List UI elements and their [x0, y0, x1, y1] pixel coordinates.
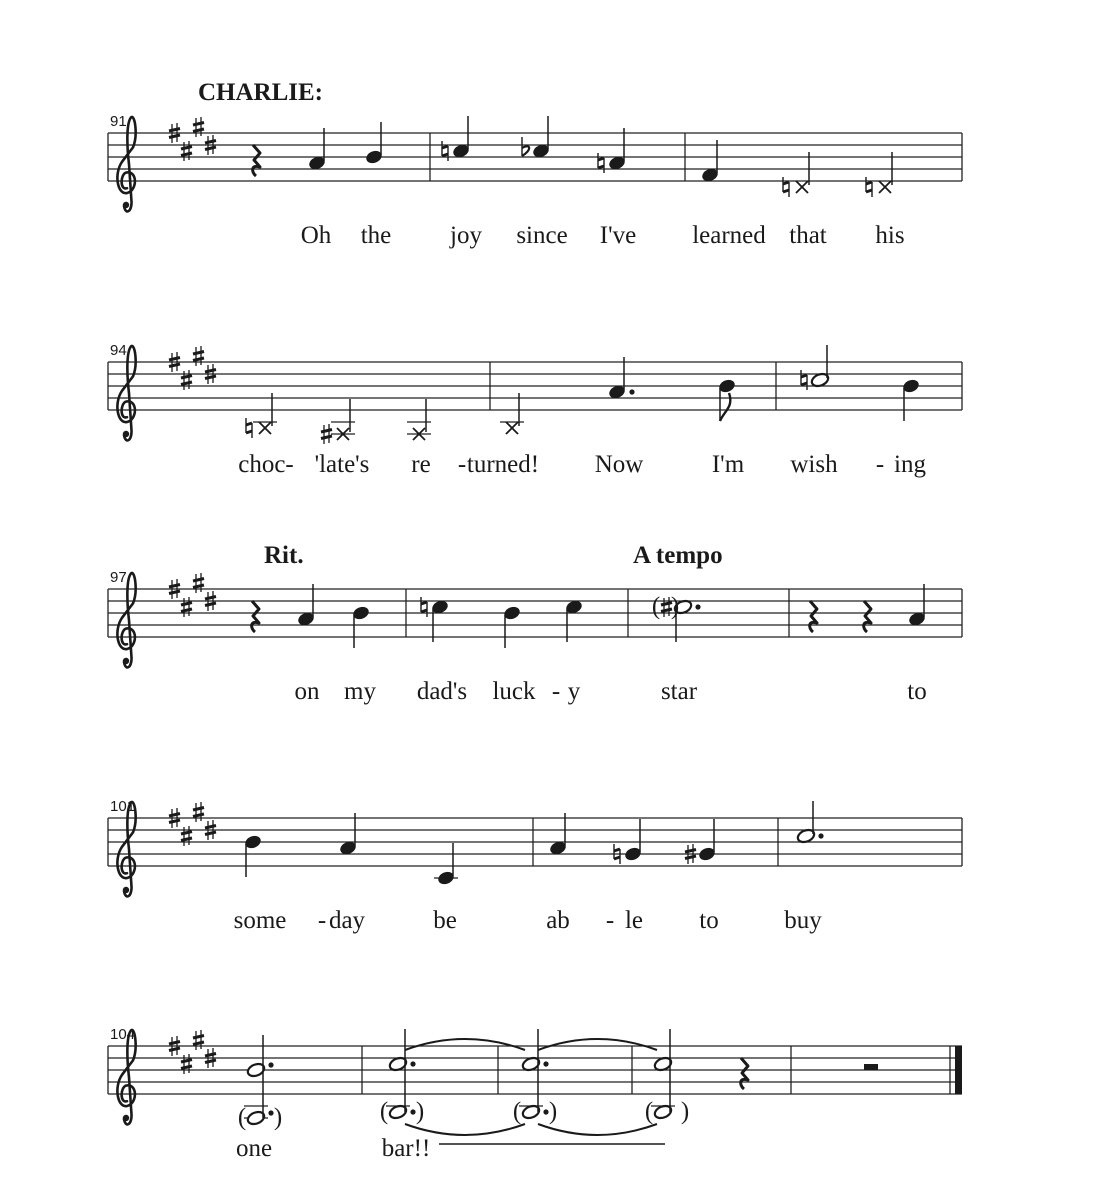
dot-icon [695, 604, 700, 609]
note [246, 1035, 274, 1078]
key-sharp-icon [181, 1054, 192, 1074]
note [434, 843, 458, 886]
lyric-syllable: joy [450, 222, 482, 249]
natural-icon [246, 418, 252, 438]
dot-icon [268, 1110, 273, 1115]
staff-system [108, 1026, 962, 1162]
note [598, 128, 627, 173]
measure-number: 91 [110, 113, 127, 130]
note [238, 1104, 282, 1131]
treble-clef-icon [117, 346, 135, 440]
note [717, 378, 736, 421]
note [296, 584, 315, 627]
note [783, 152, 809, 197]
lyric-syllable: y [567, 678, 581, 705]
lyric-syllable: le [624, 907, 644, 934]
natural-icon [598, 153, 604, 173]
note [421, 597, 450, 642]
character-name: CHARLIE: [198, 79, 324, 106]
note [801, 345, 830, 390]
measure-number: 104 [110, 1026, 136, 1043]
lyric-syllable: I'm [711, 451, 745, 478]
paren-close-icon: ) [273, 1104, 283, 1131]
note [521, 1029, 549, 1072]
measure-number: 94 [110, 342, 127, 359]
staff-system [108, 542, 962, 705]
treble-clef-icon [123, 202, 129, 208]
note [700, 140, 719, 183]
tie-icon [538, 1124, 657, 1135]
note [522, 116, 551, 159]
paren-close-icon: ) [548, 1098, 558, 1125]
note [866, 152, 892, 197]
treble-clef-icon [117, 117, 135, 211]
quarter-rest-icon [864, 601, 871, 632]
note [351, 605, 370, 648]
lyric-syllable: choc- [238, 451, 294, 478]
note [307, 128, 326, 171]
quarter-rest-icon [253, 145, 260, 176]
note [380, 1098, 424, 1125]
treble-clef-icon [117, 573, 135, 667]
lyric-syllable: ab [546, 907, 570, 934]
tie-icon [405, 1124, 525, 1135]
paren-close-icon: ) [680, 1098, 690, 1125]
note [564, 599, 583, 642]
lyric-syllable: Oh [300, 222, 332, 249]
lyric-syllable: Now [594, 451, 644, 478]
natural-icon [421, 597, 427, 617]
note [500, 393, 524, 434]
lyric-syllable: to [699, 907, 719, 934]
lyric-syllable: some [233, 907, 287, 934]
lyric-syllable: that [789, 222, 827, 249]
lyric-syllable: his [875, 222, 905, 249]
staff-system [108, 798, 962, 934]
treble-clef-icon [117, 802, 135, 896]
dot-icon [543, 1061, 548, 1066]
flag-icon [720, 393, 730, 421]
note [388, 1029, 416, 1072]
whole-rest-icon [864, 1064, 878, 1070]
lyric-syllable: - [551, 678, 561, 705]
paren-open-icon: ( [379, 1098, 389, 1125]
dot-icon [629, 389, 634, 394]
note [502, 605, 521, 648]
lyric-syllable: ing [894, 451, 926, 478]
key-sharp-icon [181, 597, 192, 617]
quarter-rest-icon [252, 601, 259, 632]
tempo-direction: A tempo [633, 542, 723, 569]
note [645, 1098, 689, 1125]
dot-icon [268, 1062, 273, 1067]
lyric-syllable: on [294, 678, 320, 705]
key-sharp-icon [193, 117, 204, 137]
staff-system [108, 79, 962, 249]
lyric-syllable: 'late's [314, 451, 370, 478]
natural-icon [866, 177, 872, 197]
treble-clef-icon [123, 431, 129, 437]
lyric-syllable: day [328, 907, 366, 934]
lyric-syllable: be [433, 907, 457, 934]
lyric-syllable: bar!! [381, 1135, 431, 1162]
treble-clef-icon [123, 887, 129, 893]
note [321, 399, 355, 444]
lyric-syllable: learned [692, 222, 766, 249]
lyric-syllable: wish [790, 451, 838, 478]
paren-open-icon: ( [651, 593, 661, 620]
treble-clef-icon [123, 1115, 129, 1121]
dot-icon [543, 1109, 548, 1114]
lyric-syllable: re [411, 451, 431, 478]
key-sharp-icon [193, 573, 204, 593]
dot-icon [410, 1109, 415, 1114]
paren-open-icon: ( [644, 1098, 654, 1125]
natural-icon [442, 141, 448, 161]
note [407, 399, 431, 440]
key-sharp-icon [193, 802, 204, 822]
note [513, 1098, 557, 1125]
measure-number: 101 [110, 798, 136, 815]
lyric-syllable: luck [492, 678, 536, 705]
paren-close-icon: ) [670, 593, 680, 620]
lyric-syllable: buy [784, 907, 822, 934]
tie-icon [538, 1039, 657, 1050]
key-sharp-icon [181, 826, 192, 846]
note [548, 813, 567, 856]
lyric-syllable: I've [599, 222, 637, 249]
tie-icon [405, 1039, 525, 1050]
lyric-syllable: turned! [466, 451, 540, 478]
key-sharp-icon [193, 346, 204, 366]
note [607, 357, 634, 400]
treble-clef-icon [117, 1030, 135, 1124]
lyric-syllable: dad's [416, 678, 468, 705]
dot-icon [818, 833, 823, 838]
natural-icon [801, 370, 807, 390]
measure-number: 97 [110, 569, 127, 586]
key-sharp-icon [181, 141, 192, 161]
note [796, 801, 824, 844]
lyric-syllable: - [457, 451, 467, 478]
note [901, 378, 920, 421]
lyric-syllable: - [875, 451, 885, 478]
lyric-syllable: one [235, 1135, 273, 1162]
final-barline-thick [955, 1046, 962, 1094]
treble-clef-icon [123, 658, 129, 664]
paren-close-icon: ) [415, 1098, 425, 1125]
note [338, 813, 357, 856]
natural-icon [783, 177, 789, 197]
lyric-syllable: star [660, 678, 698, 705]
tempo-direction: Rit. [264, 542, 304, 569]
lyric-syllable: since [516, 222, 568, 249]
key-sharp-icon [193, 1030, 204, 1050]
sharp-icon [321, 424, 332, 444]
note [364, 122, 383, 165]
note [442, 116, 471, 161]
note [907, 584, 926, 627]
note [246, 393, 277, 438]
paren-open-icon: ( [237, 1104, 247, 1131]
lyric-syllable: the [360, 222, 392, 249]
lyric-syllable: to [907, 678, 927, 705]
note [243, 834, 262, 877]
paren-open-icon: ( [512, 1098, 522, 1125]
dot-icon [410, 1061, 415, 1066]
lyric-syllable: - [317, 907, 327, 934]
staff-system [108, 342, 962, 478]
lyric-syllable: my [344, 678, 376, 705]
lyric-syllable: - [605, 907, 615, 934]
key-sharp-icon [181, 370, 192, 390]
flat-icon [522, 137, 529, 156]
quarter-rest-icon [741, 1058, 748, 1089]
quarter-rest-icon [810, 601, 817, 632]
